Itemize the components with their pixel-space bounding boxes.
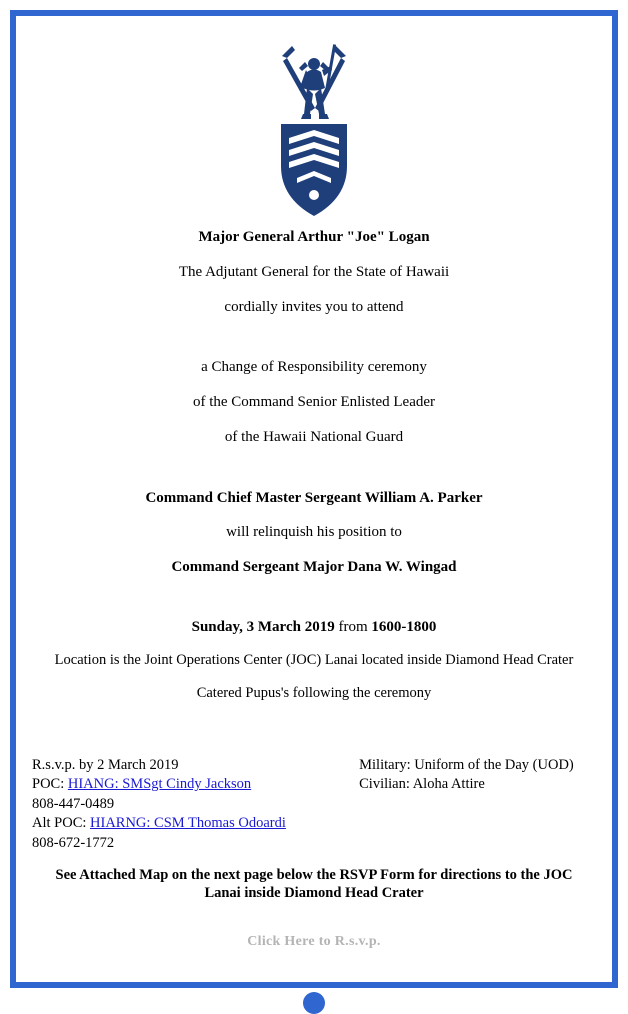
outgoing-leader-name: Command Chief Master Sergeant William A. Parker [145, 489, 483, 506]
alt-poc-label: Alt POC: [32, 815, 91, 832]
crest-container [32, 38, 596, 228]
event-date: Sunday, 3 March 2019 [191, 618, 335, 635]
military-crest-icon [259, 38, 369, 223]
poc-phone: 808-447-0489 [32, 795, 115, 812]
spacer-1 [32, 332, 596, 358]
catering-note: Catered Pupus's following the ceremony [196, 684, 432, 701]
event-time: 1600-1800 [371, 618, 437, 635]
alt-poc-row [32, 814, 348, 834]
rsvp-deadline: R.s.v.p. by 2 March 2019 [32, 756, 179, 773]
invitation-content [32, 32, 596, 966]
event-line-3: of the Hawaii National Guard [224, 428, 404, 445]
poc-link[interactable]: HIANG: SMSgt Cindy Jackson [67, 776, 252, 793]
incoming-leader-name: Command Sergeant Major Dana W. Wingad [171, 559, 457, 575]
invite-line: cordially invites you to attend [224, 298, 404, 315]
poc-label: POC: [32, 776, 68, 793]
map-note-line-1: See Attached Map on the next page below the RSVP Form for directions to the JOC [55, 866, 573, 883]
host-name: Major General Arthur "Joe" Logan [198, 229, 430, 245]
rsvp-contact-column [32, 756, 348, 854]
relinquish-line: will relinquish his position to [226, 524, 402, 541]
event-line-2: of the Command Senior Enlisted Leader [192, 394, 436, 410]
map-note [32, 866, 596, 902]
event-line-1: a Change of Responsibility ceremony [201, 359, 427, 376]
spacer-3 [32, 593, 596, 619]
alt-poc-phone: 808-672-1772 [32, 835, 115, 851]
invitation-border [10, 10, 618, 988]
event-location: Location is the Joint Operations Center (JOC) Lanai located inside Diamond Head Crater [54, 651, 574, 668]
host-title: The Adjutant General for the State of Hawaii [178, 263, 450, 280]
rsvp-click-here-link[interactable]: Click Here to R.s.v.p. [247, 933, 381, 949]
date-joiner: from [334, 618, 372, 635]
rsvp-attire-column [351, 756, 596, 854]
poc-row [32, 775, 348, 795]
map-note-line-2: Lanai inside Diamond Head Crater [204, 884, 424, 901]
alt-poc-link[interactable]: HIARNG: CSM Thomas Odoardi [90, 815, 286, 832]
page-indicator-dot[interactable] [303, 992, 325, 1014]
civilian-attire: Civilian: Aloha Attire [359, 776, 485, 793]
military-attire: Military: Uniform of the Day (UOD) [359, 756, 574, 773]
spacer-2 [32, 463, 596, 489]
rsvp-block [32, 756, 596, 854]
date-time-line [32, 619, 596, 636]
